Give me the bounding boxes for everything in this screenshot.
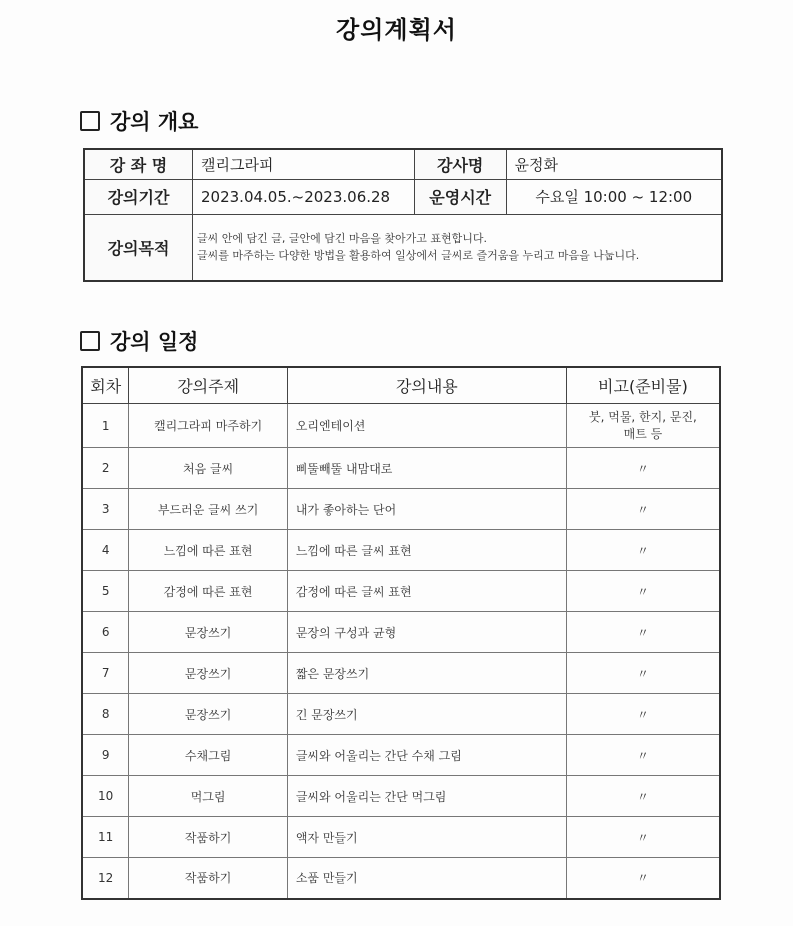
session-note: 〃 xyxy=(566,530,720,571)
header-content: 강의내용 xyxy=(287,367,566,404)
header-topic: 강의주제 xyxy=(129,367,287,404)
instructor-value: 윤정화 xyxy=(506,149,722,179)
session-topic: 문장쓰기 xyxy=(129,653,287,694)
session-content: 긴 문장쓰기 xyxy=(287,694,566,735)
session-topic: 감정에 따른 표현 xyxy=(129,571,287,612)
purpose-line-2: 글씨를 마주하는 다양한 방법을 활용하여 일상에서 글씨로 즐거움을 누리고 마음을 나눕니다. xyxy=(197,249,640,263)
session-topic: 처음 글씨 xyxy=(129,448,287,489)
session-topic: 작품하기 xyxy=(129,858,287,899)
time-label: 운영시간 xyxy=(414,179,506,214)
session-note: 〃 xyxy=(566,776,720,817)
overview-section-label: 강의 개요 xyxy=(110,110,199,134)
session-note: 붓, 먹물, 한지, 문진, 매트 등 xyxy=(566,404,720,448)
session-number: 11 xyxy=(82,817,129,858)
schedule-section-title xyxy=(80,326,198,356)
session-note: 〃 xyxy=(566,694,720,735)
session-note: 〃 xyxy=(566,858,720,899)
header-session: 회차 xyxy=(82,367,129,404)
session-topic: 작품하기 xyxy=(129,817,287,858)
session-note: 〃 xyxy=(566,612,720,653)
session-number: 7 xyxy=(82,653,129,694)
session-content: 오리엔테이션 xyxy=(287,404,566,448)
session-topic: 문장쓰기 xyxy=(129,612,287,653)
session-note: 〃 xyxy=(566,448,720,489)
time-value: 수요일 10:00 ~ 12:00 xyxy=(506,179,722,214)
session-topic: 부드러운 글씨 쓰기 xyxy=(129,489,287,530)
session-topic: 느낌에 따른 표현 xyxy=(129,530,287,571)
table-row xyxy=(82,612,720,653)
table-row xyxy=(82,653,720,694)
table-row xyxy=(82,694,720,735)
session-content: 소품 만들기 xyxy=(287,858,566,899)
session-topic: 문장쓰기 xyxy=(129,694,287,735)
overview-table xyxy=(83,148,723,282)
table-row xyxy=(82,817,720,858)
table-row xyxy=(82,404,720,448)
purpose-text xyxy=(193,214,723,281)
header-note: 비고(준비물) xyxy=(566,367,720,404)
session-number: 3 xyxy=(82,489,129,530)
session-note: 〃 xyxy=(566,489,720,530)
session-content: 느낌에 따른 글씨 표현 xyxy=(287,530,566,571)
session-content: 감정에 따른 글씨 표현 xyxy=(287,571,566,612)
session-number: 6 xyxy=(82,612,129,653)
table-row xyxy=(82,776,720,817)
session-number: 9 xyxy=(82,735,129,776)
session-topic: 먹그림 xyxy=(129,776,287,817)
overview-section-title xyxy=(80,106,198,136)
session-note: 〃 xyxy=(566,653,720,694)
page-title: 강의계획서 xyxy=(336,16,457,44)
course-name-label: 강 좌 명 xyxy=(84,149,193,179)
session-content: 글씨와 어울리는 간단 수채 그림 xyxy=(287,735,566,776)
purpose-line-1: 글씨 안에 담긴 글, 글안에 담긴 마음을 찾아가고 표현합니다. xyxy=(197,232,487,246)
schedule-table xyxy=(81,366,721,900)
table-row xyxy=(82,571,720,612)
session-number: 8 xyxy=(82,694,129,735)
session-number: 2 xyxy=(82,448,129,489)
purpose-label: 강의목적 xyxy=(84,214,193,281)
checkbox-square-icon xyxy=(80,331,100,351)
session-content: 내가 좋아하는 단어 xyxy=(287,489,566,530)
session-content: 액자 만들기 xyxy=(287,817,566,858)
session-content: 짧은 문장쓰기 xyxy=(287,653,566,694)
table-row xyxy=(82,489,720,530)
period-value: 2023.04.05.~2023.06.28 xyxy=(193,179,415,214)
session-number: 12 xyxy=(82,858,129,899)
session-content: 문장의 구성과 균형 xyxy=(287,612,566,653)
session-number: 5 xyxy=(82,571,129,612)
course-name-value: 캘리그라피 xyxy=(193,149,415,179)
period-label: 강의기간 xyxy=(84,179,193,214)
session-content: 글씨와 어울리는 간단 먹그림 xyxy=(287,776,566,817)
session-note: 〃 xyxy=(566,735,720,776)
instructor-label: 강사명 xyxy=(414,149,506,179)
session-number: 1 xyxy=(82,404,129,448)
session-note: 〃 xyxy=(566,817,720,858)
session-content: 삐뚤빼뚤 내맘대로 xyxy=(287,448,566,489)
table-row xyxy=(82,448,720,489)
checkbox-square-icon xyxy=(80,111,100,131)
session-note: 〃 xyxy=(566,571,720,612)
schedule-section-label: 강의 일정 xyxy=(110,330,199,354)
table-row xyxy=(82,735,720,776)
session-topic: 수채그림 xyxy=(129,735,287,776)
table-row xyxy=(82,858,720,899)
session-number: 4 xyxy=(82,530,129,571)
table-row xyxy=(82,530,720,571)
session-number: 10 xyxy=(82,776,129,817)
session-topic: 캘리그라피 마주하기 xyxy=(129,404,287,448)
